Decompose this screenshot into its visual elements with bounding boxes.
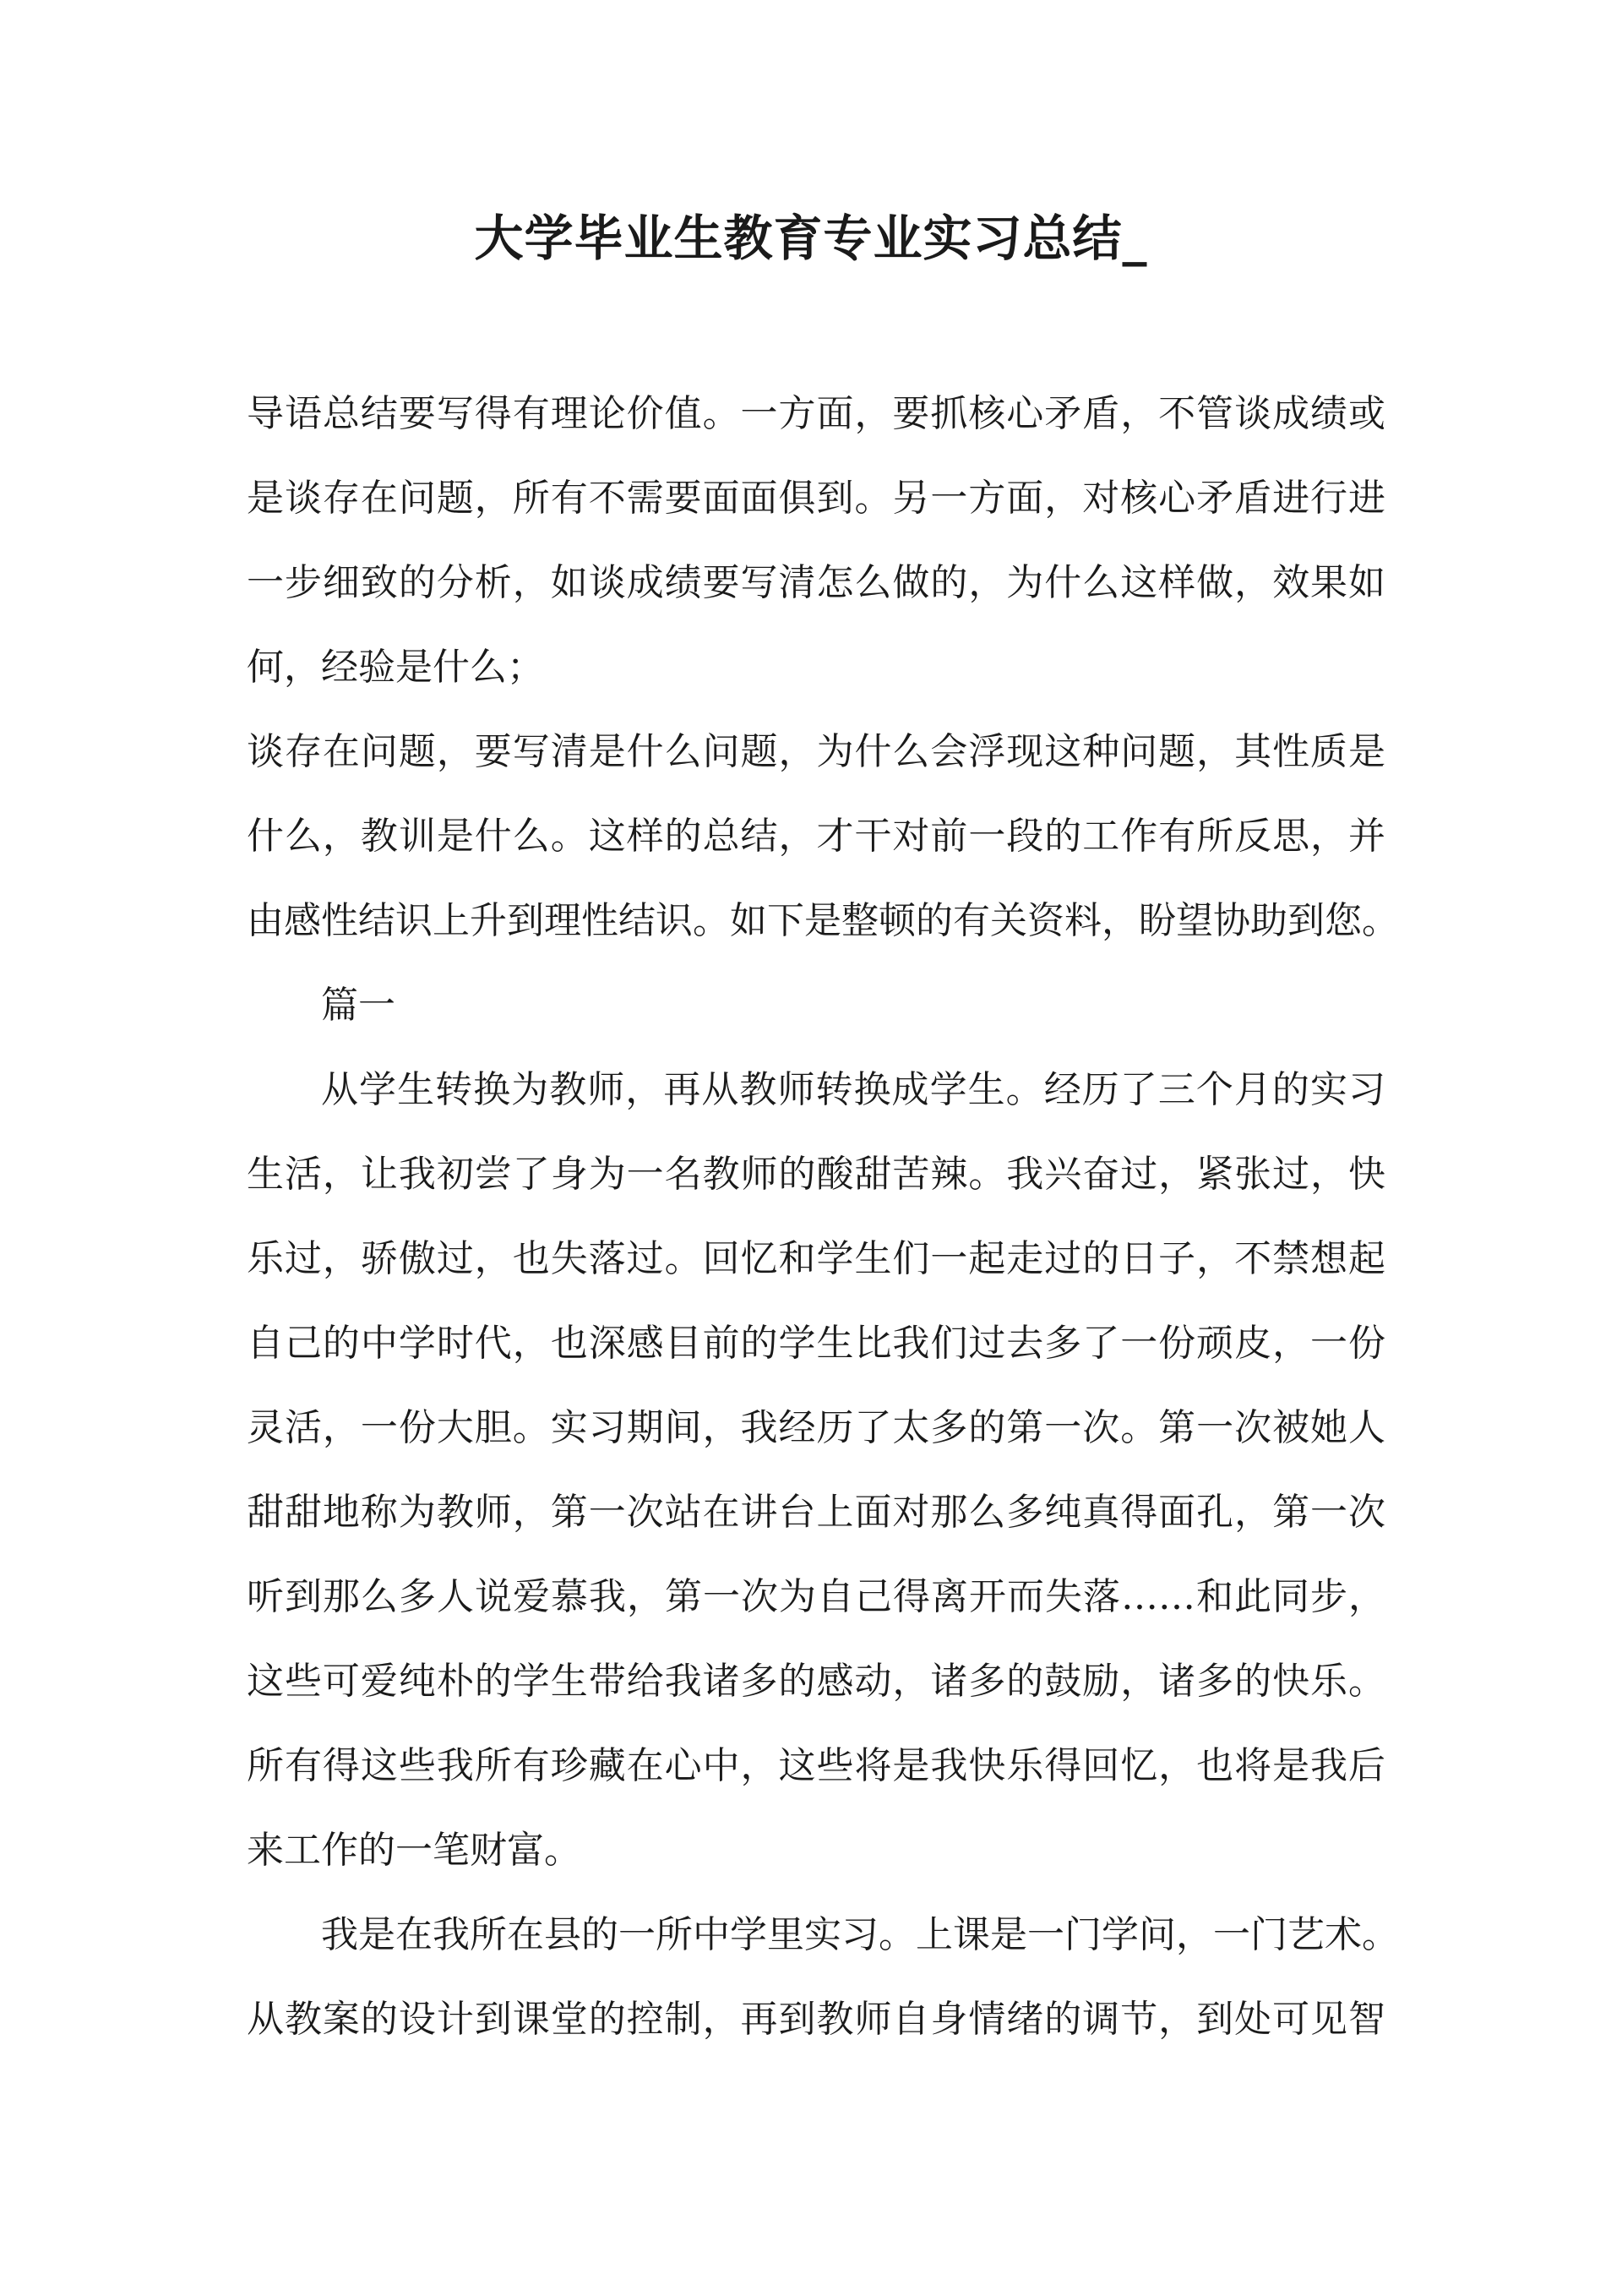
text-line: 自己的中学时代，也深感目前的学生比我们过去多了一份顽皮，一份 [247,1322,1385,1365]
text-line: 谈存在问题，要写清是什么问题，为什么会浮现这种问题，其性质是 [247,730,1385,773]
text-line: 甜甜地称为教师，第一次站在讲台上面对那么多纯真得面孔，第一次 [247,1491,1385,1534]
text-line: 灵活，一份大胆。实习期间，我经历了太多的第一次。第一次被她人 [247,1406,1385,1449]
text-line: 听到那么多人说爱慕我，第一次为自己得离开而失落……和此同步， [247,1575,1385,1618]
section-heading: 篇一 [321,984,395,1027]
text-line: 由感性结识上升到理性结识。如下是整顿的有关资料，盼望协助到您。 [247,899,1399,942]
text-line: 乐过，骄傲过，也失落过。回忆和学生们一起走过的日子，不禁想起 [247,1237,1385,1280]
document-title: 大学毕业生教育专业实习总结_ [474,210,1148,267]
text-line: 导语总结要写得有理论价值。一方面，要抓核心矛盾，不管谈成绩或 [247,392,1385,435]
text-line: 什么，教训是什么。这样的总结，才干对前一段的工作有所反思，并 [247,815,1385,858]
text-line: 从教案的设计到课堂的控制，再到教师自身情绪的调节，到处可见智 [247,1998,1385,2041]
text-line: 我是在我所在县的一所中学里实习。上课是一门学问，一门艺术。 [321,1913,1399,1956]
text-line: 一步细致的分析，如谈成绩要写清怎么做的，为什么这样做，效果如 [247,561,1385,604]
text-line: 所有得这些我所有珍藏在心中，这些将是我快乐得回忆，也将是我后 [247,1744,1385,1787]
text-line: 这些可爱纯朴的学生带给我诸多的感动，诸多的鼓励，诸多的快乐。 [247,1660,1385,1703]
document-body [247,372,1399,2062]
text-line: 何，经验是什么； [247,646,544,689]
text-line: 生活，让我初尝了身为一名教师的酸甜苦辣。我兴奋过，紧张过，快 [247,1153,1385,1196]
text-line: 来工作的一笔财富。 [247,1829,581,1872]
text-line: 从学生转换为教师，再从教师转换成学生。经历了三个月的实习 [321,1068,1385,1111]
text-line: 是谈存在问题，所有不需要面面俱到。另一方面，对核心矛盾进行进 [247,477,1385,520]
